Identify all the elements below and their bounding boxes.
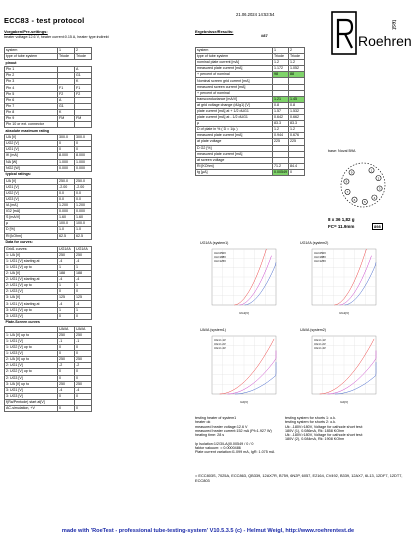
chart-ug1-ia-system2	[300, 241, 380, 316]
section-title	[5, 60, 92, 67]
table-cell: A	[75, 67, 92, 73]
table-cell: 0	[75, 345, 92, 351]
table-cell: 84.4	[289, 163, 305, 169]
table-cell: 3: UG3 [V]	[5, 393, 58, 399]
left-data-table	[4, 47, 92, 412]
table-cell: 250	[75, 381, 92, 387]
table-cell: plate current [mA] at - 1/2 dUG1	[196, 115, 273, 121]
note-line: testing system for shorts 2: o.k.	[285, 420, 337, 425]
pin-diagram	[335, 160, 391, 210]
table-cell: measured screen current [mA]	[196, 84, 273, 90]
table-cell: 0	[289, 169, 305, 175]
table-cell: -4	[58, 301, 75, 307]
table-cell: at grid voltage change (dUg1) [V]	[196, 102, 273, 108]
table-cell: at plate voltage	[196, 139, 273, 145]
table-cell: NG2 [W]	[5, 165, 58, 171]
table-cell: -4	[58, 277, 75, 283]
table-cell: F2	[75, 91, 92, 97]
table-cell: 1	[58, 307, 75, 313]
table-cell: type of tube system	[5, 54, 58, 60]
section-title-cell: pinout	[5, 60, 17, 65]
table-cell: 0	[75, 289, 92, 295]
table-cell: UA/IA	[58, 326, 75, 332]
table-cell: 0.676	[289, 133, 305, 139]
table-cell: 3: UA [V]	[5, 295, 58, 301]
table-cell: 62.5	[58, 233, 75, 239]
table-cell: 3: UG3 [V]	[5, 313, 58, 319]
table-cell: 1.000	[58, 159, 75, 165]
table-cell: F1	[58, 85, 75, 91]
table-cell: 0	[58, 345, 75, 351]
table-cell: 0.944	[273, 133, 289, 139]
table-cell: Triode	[289, 54, 305, 60]
section-title-cell: Data for curves:	[5, 240, 33, 245]
table-cell: 2: UG1 [V] starting at	[5, 277, 58, 283]
table-cell: 0	[75, 147, 92, 153]
table-cell: 0	[75, 375, 92, 381]
table-cell: A	[58, 97, 75, 103]
roehren-logo	[324, 8, 412, 58]
table-cell: µ	[5, 221, 58, 227]
table-cell: 225	[273, 139, 289, 145]
table-cell: D G2 [%]	[196, 145, 273, 151]
table-cell: 1.21	[273, 96, 289, 102]
chart-ua-ia-system2	[300, 328, 380, 405]
note-line: faktor vakuum: = 0.0000486	[195, 446, 241, 451]
table-cell: 1: UG1 [V] up to	[5, 264, 58, 270]
note-line: heater ok	[195, 420, 211, 425]
table-cell: 1.2	[289, 127, 305, 133]
table-cell: 0.0	[58, 196, 75, 202]
table-cell: Pin 9	[5, 115, 58, 121]
results-table	[195, 47, 305, 176]
table-cell: UG1/IA	[75, 246, 92, 252]
table-cell: 3: UG1 [V] starting at	[5, 301, 58, 307]
table-cell: -2.00	[58, 184, 75, 190]
table-cell: 2: UA [V] up to	[5, 357, 58, 363]
table-cell: NA [W]	[5, 159, 58, 165]
table-cell: 71.2	[273, 163, 289, 169]
table-cell: 1	[75, 264, 92, 270]
table-cell: f(Ra/Pentode) start at[V]	[5, 399, 58, 405]
table-row	[196, 169, 305, 175]
table-cell: Pin 5	[5, 91, 58, 97]
section-title	[5, 128, 92, 135]
table-cell: 0.0	[58, 190, 75, 196]
table-cell: 0.000	[58, 209, 75, 215]
tube-code: 898	[374, 224, 381, 229]
table-cell: Triode	[58, 54, 75, 60]
table-cell: 0	[58, 351, 75, 357]
chart-caption: UG1/IA (system1)	[200, 241, 229, 245]
table-cell: IK [mA]	[5, 153, 58, 159]
table-cell: 1: UG3 [V]	[5, 351, 58, 357]
pin-number: 6	[353, 197, 356, 202]
table-cell: 3: UG1 [V] up to	[5, 307, 58, 313]
table-cell: 0.000	[75, 165, 92, 171]
table-cell: 0.000	[58, 165, 75, 171]
note-line: heating time: 28 s	[195, 433, 225, 438]
table-cell: -4	[75, 258, 92, 264]
note-line: Plate current variation:I1.099 mA, IgR: 1.075 mA	[195, 450, 275, 455]
table-cell: 1.60	[75, 215, 92, 221]
table-cell: 1	[75, 307, 92, 313]
table-cell: UG1/IA	[58, 246, 75, 252]
table-cell: 0	[58, 375, 75, 381]
table-cell: G1	[75, 73, 92, 79]
table-cell: 1: UG1 [V]	[5, 338, 58, 344]
x-axis-label: UG1[V]	[339, 311, 349, 315]
pin-number: 2	[377, 176, 380, 181]
table-cell: -4	[58, 258, 75, 264]
table-cell: F2	[58, 91, 75, 97]
page-title: ECC83 - test protocol	[4, 16, 85, 25]
table-cell: 0	[58, 147, 75, 153]
pin-number: 8	[345, 179, 348, 184]
table-cell: 0.00549	[274, 169, 287, 174]
pin-number: 7	[346, 190, 349, 195]
table-cell: 1.000	[75, 159, 92, 165]
legend-entry: UA=125V	[214, 259, 227, 263]
header-cell: 2	[289, 48, 305, 54]
x-axis-label: UA[V]	[240, 400, 248, 404]
pin-number: 4	[373, 195, 376, 200]
table-cell: 188	[58, 271, 75, 277]
table-cell: 88	[289, 72, 305, 78]
table-cell: Pin 7	[5, 103, 58, 109]
table-cell: -1	[58, 338, 75, 344]
table-cell: UG2 [V]	[5, 190, 58, 196]
table-cell: 250	[58, 381, 75, 387]
section-title-cell: absolute maximum rating	[5, 128, 50, 133]
x-axis-label: UA[V]	[340, 400, 348, 404]
table-cell: 100.0	[58, 221, 75, 227]
legend-entry: UG1=-2V	[314, 342, 326, 346]
table-cell: UG2 [V]	[5, 141, 58, 147]
pin-number: 5	[363, 200, 366, 205]
table-cell: 2: UG3 [V]	[5, 289, 58, 295]
equivalent-tubes: = ECC803S, 7025A, ECC863, QB339, 12AX7R, B759, 6N2P, 6057, E2164, CV492, B339, 12AX7, 6L13, 12DF7, 12DT7, ECC803	[195, 473, 403, 483]
legend-entry: UG1=-4V	[314, 346, 326, 350]
table-cell: -4	[58, 387, 75, 393]
table-cell: Nominal screen grid current [mA]	[196, 78, 273, 84]
table-cell: -4	[75, 387, 92, 393]
header-cell: 2	[75, 48, 92, 54]
note-line: Uk: -180V>180V, Voltage for cathode short test:	[285, 424, 363, 429]
table-cell: 0	[75, 369, 92, 375]
chart-caption: UA/IA (system1)	[200, 328, 226, 332]
table-cell: -2.00	[75, 184, 92, 190]
table-cell: 1.0	[75, 227, 92, 233]
table-cell: 0	[58, 369, 75, 375]
table-cell: 8.000	[58, 153, 75, 159]
header-cell: 1	[58, 48, 75, 54]
prereq-heading: Vorgaben/Pre-settings:	[4, 29, 48, 34]
table-cell: FM	[58, 115, 75, 121]
table-cell: 83.3	[273, 121, 289, 127]
legend-entry: UG1=-1V	[314, 338, 326, 342]
table-cell: 1	[58, 283, 75, 289]
table-cell: -2	[75, 363, 92, 369]
table-cell: plate current [mA] at + 1/2 dUG1	[196, 108, 273, 114]
legend-entry: UG1=-1V	[214, 338, 226, 342]
table-cell: transconductance [mA/V]	[196, 96, 273, 102]
table-cell: Triode	[75, 54, 92, 60]
table-cell: Pin 2	[5, 73, 58, 79]
footer-credit: made with 'RoeTest - professional tube-testing-system' V10.5.3.5 (c) - Helmut Weigl, http://www.roehrentest.de	[61, 528, 355, 534]
table-cell: Ri [KOhm]	[196, 163, 273, 169]
table-cell: 1	[58, 264, 75, 270]
table-cell: -2	[58, 363, 75, 369]
table-cell: K	[75, 79, 92, 85]
chart-caption: UG1/IA (system2)	[300, 241, 329, 245]
pin-number: 3	[378, 186, 381, 191]
chart-ug1-ia-system1	[200, 241, 280, 316]
table-cell: 3: UG1 [V]	[5, 387, 58, 393]
table-cell: Pin 10 or ext. connector	[5, 122, 58, 128]
table-cell: nominal plate current [mA]	[196, 60, 273, 66]
legend-entry: UA=250V	[314, 251, 327, 255]
table-cell: + percent of nominal	[196, 72, 273, 78]
table-cell: 1.532	[289, 108, 305, 114]
table-cell: 0.8	[273, 102, 289, 108]
table-cell: 0	[75, 141, 92, 147]
table-cell: IG2 [mA]	[5, 209, 58, 215]
table-cell: Triode	[273, 54, 289, 60]
table-cell: 1: UG2 [V] up to	[5, 345, 58, 351]
table-cell: 0	[75, 405, 92, 411]
section-title-cell: Plate-Screen curves	[5, 320, 40, 325]
table-cell: D [%]	[5, 227, 58, 233]
table-cell: -1	[75, 338, 92, 344]
table-cell: 2: UG2 [V] up to	[5, 369, 58, 375]
note-line: Ip Isolation:1/2/3/LA(I0.00549 / 0 / 0	[195, 441, 254, 446]
table-cell: 100.0	[75, 221, 92, 227]
table-cell: 250	[58, 252, 75, 258]
table-cell: 1	[75, 283, 92, 289]
table-cell: 0.000	[75, 209, 92, 215]
table-cell: at screen voltage	[196, 157, 273, 163]
legend-entry: UA=188V	[314, 255, 327, 259]
table-cell: 1.2	[273, 60, 289, 66]
table-cell: 0.8	[289, 102, 305, 108]
table-cell: 0	[75, 313, 92, 319]
table-cell: 0	[58, 141, 75, 147]
table-cell: 1.052	[289, 66, 305, 72]
table-cell: 0.662	[289, 115, 305, 121]
section-title	[5, 239, 92, 246]
table-cell: Pin 1	[5, 67, 58, 73]
table-cell: 3: UA [V] up to	[5, 381, 58, 387]
base-label: base: Noval B9A	[328, 149, 356, 153]
note-line: measured heater current:152 mA (Pf=1.927 W)	[195, 428, 272, 433]
table-cell: -4	[75, 301, 92, 307]
logo-text: Roehren	[358, 33, 412, 49]
tube-size-line2: FC= 11.9mm	[328, 224, 355, 229]
table-cell: 2: UG1 [V]	[5, 363, 58, 369]
table-cell: G1	[58, 103, 75, 109]
chart-ua-ia-system1	[200, 328, 280, 405]
table-cell: -4	[75, 277, 92, 283]
table-cell: UG3 [V]	[5, 196, 58, 202]
table-cell: 188	[75, 271, 92, 277]
table-cell: F1	[75, 85, 92, 91]
chart-caption: UA/IA (system2)	[300, 328, 326, 332]
table-cell: 225	[289, 139, 305, 145]
header-cell: system	[5, 48, 58, 54]
table-cell: D of plate in % ( D = 1/µ )	[196, 127, 273, 133]
table-cell: 2: UA [V]	[5, 271, 58, 277]
table-cell: 300.0	[58, 135, 75, 141]
table-cell: UG1 [V]	[5, 184, 58, 190]
table-cell: 1: UA [V]	[5, 252, 58, 258]
table-cell: 1.172	[273, 66, 289, 72]
table-cell: 1: UA [V] up to	[5, 332, 58, 338]
pin-number: 1	[370, 168, 373, 173]
table-cell: 0	[58, 313, 75, 319]
table-cell: 1.200	[58, 203, 75, 209]
table-cell: µ	[196, 121, 273, 127]
table-cell: AC-simulation, +V	[5, 405, 58, 411]
table-cell: 0.642	[273, 115, 289, 121]
table-cell: 250	[75, 332, 92, 338]
pin-number: 9	[350, 170, 353, 175]
section-title-cell: typical ratings:	[5, 172, 32, 177]
svg-text:test: test	[390, 20, 396, 30]
table-cell: UA/IA	[75, 326, 92, 332]
section-title	[5, 319, 92, 326]
table-cell: 0.0	[75, 190, 92, 196]
table-cell: K	[58, 109, 75, 115]
table-cell: 2: UG1 [V] up to	[5, 283, 58, 289]
section-title	[5, 171, 92, 178]
legend-entry: UA=125V	[314, 259, 327, 263]
table-cell: 0	[58, 405, 75, 411]
table-cell: 83.3	[289, 121, 305, 127]
table-cell: 250	[75, 357, 92, 363]
table-cell: 1.200	[75, 203, 92, 209]
table-cell: 250.0	[75, 178, 92, 184]
table-cell: + percent of nominal	[196, 90, 273, 96]
table-cell: tg [µA]	[196, 169, 273, 175]
table-cell: 250	[75, 252, 92, 258]
table-cell: UA [V]	[5, 135, 58, 141]
table-cell: 0	[58, 393, 75, 399]
results-id: #87	[261, 33, 268, 38]
note-line: testing heater of system1	[195, 416, 237, 420]
table-row	[5, 405, 92, 411]
table-cell: 98	[273, 72, 289, 78]
table-cell: 0	[58, 289, 75, 295]
x-axis-label: UG1[V]	[239, 311, 249, 315]
table-cell: Grid1 curves:	[5, 246, 58, 252]
table-cell: 125	[58, 295, 75, 301]
note-line: 180V (1), 0.086mA, Rk: 1858 KOhm	[285, 428, 345, 433]
table-cell: Pin 8	[5, 109, 58, 115]
table-cell: 250	[58, 332, 75, 338]
tube-size-line1: 8 x 36 1,82 g	[328, 217, 355, 222]
table-cell: Ri [kOhm]	[5, 233, 58, 239]
timestamp: 21.06.2024 14:53:54	[236, 12, 275, 17]
table-cell: 1.0	[58, 227, 75, 233]
table-cell: UA [V]	[5, 178, 58, 184]
table-cell: measured plate current [mA]	[196, 151, 273, 157]
table-cell: IA [mA]	[5, 203, 58, 209]
table-cell: 1.2	[289, 60, 305, 66]
header-cell: 1	[273, 48, 289, 54]
table-cell: 2: UG3 [V]	[5, 375, 58, 381]
table-cell: Pin 3	[5, 79, 58, 85]
table-cell: 0	[75, 351, 92, 357]
prereq-text: heater voltage:12.6 V, heater current:0.15 A, heater type:indirekt	[4, 35, 109, 39]
table-cell: measured plate current [mA]	[196, 66, 273, 72]
note-line: measured heater voltage:12.6 V	[195, 424, 248, 429]
legend-entry: UG1=-2V	[214, 342, 226, 346]
legend-entry: UA=188V	[214, 255, 227, 259]
table-cell: 125	[75, 295, 92, 301]
table-cell: S [mA/V]	[5, 215, 58, 221]
table-cell: Pin 4	[5, 85, 58, 91]
results-heading: Ergebnisse/Results:	[195, 29, 234, 34]
table-cell: 0	[75, 393, 92, 399]
table-cell: Pin 6	[5, 97, 58, 103]
table-cell: 0.0	[75, 196, 92, 202]
table-cell: 1: UG1 [V] starting at	[5, 258, 58, 264]
table-cell: 1.45	[289, 96, 305, 102]
table-cell: 300.0	[75, 135, 92, 141]
table-cell: 8.000	[75, 153, 92, 159]
note-line: testing system for shorts 1: o.k.	[285, 416, 337, 420]
legend-entry: UA=250V	[214, 251, 227, 255]
note-line: 180V (2), 0.084mA, Rk: 1908 KOhm	[285, 437, 345, 442]
legend-entry: UG1=-4V	[214, 346, 226, 350]
table-cell: measured plate current [mA]	[196, 133, 273, 139]
table-cell: 250	[58, 357, 75, 363]
table-cell: 1.60	[58, 215, 75, 221]
note-line: Uk: -180V>180V, Voltage for cathode short test:	[285, 433, 363, 438]
table-cell: type of tube system	[196, 54, 273, 60]
table-cell: 250.0	[58, 178, 75, 184]
table-cell: FM	[75, 115, 92, 121]
short-test-notes	[285, 416, 415, 442]
table-cell: UG1 [V]	[5, 147, 58, 153]
table-cell: 62.5	[75, 233, 92, 239]
table-cell: 1.57	[273, 108, 289, 114]
header-cell: system	[196, 48, 273, 54]
table-cell: 1.2	[273, 127, 289, 133]
